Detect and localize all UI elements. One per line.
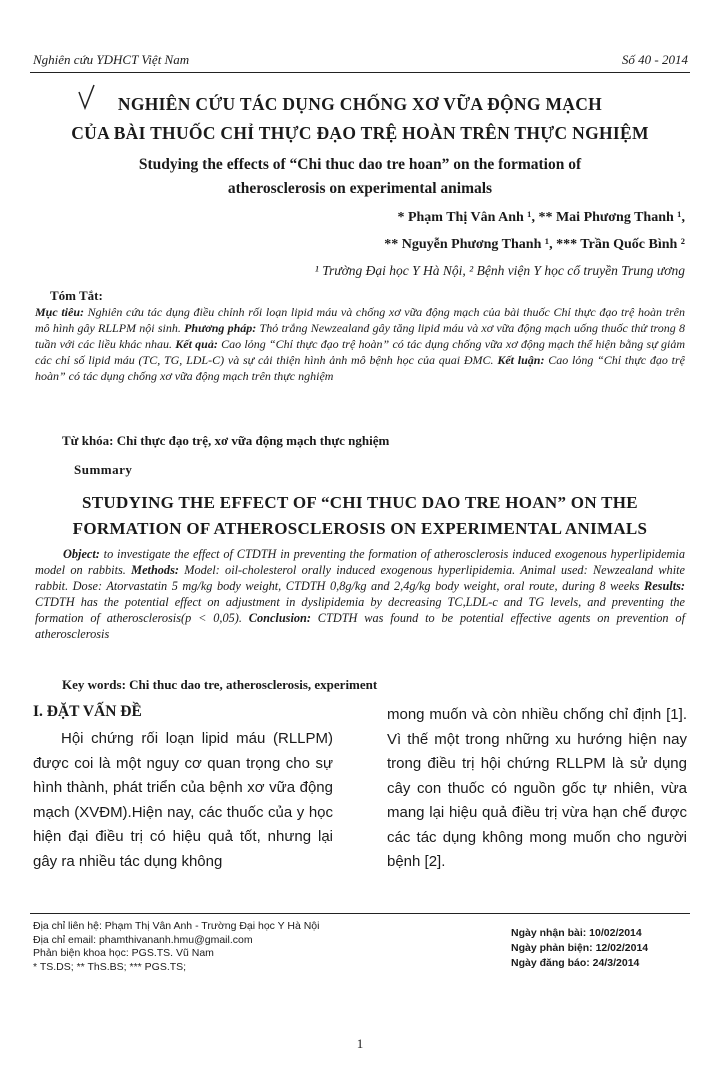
section-heading: I. ĐẶT VẤN ĐỀ — [33, 703, 142, 720]
title-vi-line2: CỦA BÀI THUỐC CHỈ THỰC ĐẠO TRỆ HOÀN TRÊN THỰC NGHIỆM — [71, 123, 649, 143]
authors-line2: ** Nguyễn Phương Thanh ¹, *** Trần Quốc Bình ² — [384, 237, 685, 252]
keywords-vi: Từ khóa: Chỉ thực đạo trệ, xơ vữa động mạch thực nghiệm — [62, 433, 390, 448]
conclusion-label: Kết luận: — [497, 353, 545, 367]
results-en-label: Results: — [644, 579, 685, 593]
object-label: Object: — [63, 547, 100, 561]
footer-email: Địa chỉ email: phamthivananh.hmu@gmail.com — [33, 933, 253, 946]
footer-published: Ngày đăng báo: 24/3/2014 — [511, 957, 640, 969]
header-rule — [30, 72, 690, 73]
footer-rule — [30, 913, 690, 914]
footer-reviewer: Phản biện khoa học: PGS.TS. Vũ Nam — [33, 947, 214, 959]
title-en-line1: Studying the effects of “Chi thuc dao tre hoan” on the formation of — [138, 156, 582, 173]
conclusion-en-label: Conclusion: — [248, 611, 311, 625]
summary-en-title-line2: FORMATION OF ATHEROSCLEROSIS ON EXPERIMENTAL ANIMALS — [72, 519, 648, 538]
footer-received: Ngày nhận bài: 10/02/2014 — [511, 927, 642, 939]
issue-number: Số 40 - 2014 — [621, 52, 688, 67]
methods-en-label: Methods: — [131, 563, 179, 577]
summary-en-title-line1: STUDYING THE EFFECT OF “CHI THUC DAO TRE HOAN” ON THE — [82, 493, 638, 512]
section-col2: mong muốn và còn nhiều chống chỉ định [1]. Vì thế một trong những xu hướng hiện nay trong điều trị hội chứng RLLPM là sử dụng cây con thuốc có nguồn gốc tự nhiên, vừa mang lại hiệu quả điều trị vừa hạn chế được các tác dụng không mong muốn cho người bệnh [2]. — [387, 706, 687, 870]
objective-label: Mục tiêu: — [35, 305, 85, 319]
summary-vi-heading: Tóm Tắt: — [50, 288, 103, 303]
objective-text: Nghiên cứu tác dụng điều chỉnh rối loạn lipid máu và chống xơ vữa động mạch của bài thuốc Chỉ thực đạo trệ hoàn trên mô hình gây RLLPM nội sinh. — [35, 305, 685, 335]
summary-en-body — [35, 546, 685, 642]
section-col1: Hội chứng rối loạn lipid máu (RLLPM) được coi là một nguy cơ quan trọng cho sự hình thành, phát triển của bệnh xơ vữa động mạch (XVĐM).Hiện nay, các thuốc của y học hiện đại điều trị có hiệu quả tốt, nhưng lại gây ra nhiều tác dụng không — [33, 730, 333, 870]
results-label: Kết quả: — [175, 337, 218, 351]
footer-contact: Địa chỉ liên hệ: Phạm Thị Vân Anh - Trường Đại học Y Hà Nội — [33, 920, 320, 932]
conclusion-text: Cao lỏng “Chỉ thực đạo trệ hoàn” có tác dụng chống xơ vữa động mạch trên thực nghiệm — [35, 353, 685, 383]
keywords-en: Key words: Chi thuc dao tre, atherosclerosis, experiment — [62, 677, 378, 692]
methods-label: Phương pháp: — [184, 321, 257, 335]
page-number: 1 — [356, 1036, 364, 1051]
methods-en-text: Model: oil-cholesterol orally induced exogenous hyperlipidemia. Animal used: Newzealand white rabbit. Dose: Atorvastatin 5 mg/kg body weight, CTDTH 0,8g/kg and 2,4g/kg body weight, oral route, during 8 weeks — [35, 563, 685, 593]
summary-vi-body — [35, 304, 685, 384]
summary-en-heading: Summary — [74, 462, 133, 477]
footer-reviewed: Ngày phản biện: 12/02/2014 — [511, 942, 649, 954]
journal-name: Nghiên cứu YDHCT Việt Nam — [33, 52, 190, 67]
title-en-line2: atherosclerosis on experimental animals — [227, 180, 493, 197]
title-vi-line1: NGHIÊN CỨU TÁC DỤNG CHỐNG XƠ VỮA ĐỘNG MẠCH — [117, 94, 603, 114]
footer-left — [33, 920, 473, 974]
authors-line1: * Phạm Thị Vân Anh ¹, ** Mai Phương Thanh ¹, — [397, 210, 685, 225]
object-text: to investigate the effect of CTDTH in preventing the formation of atherosclerosis induced exogenous hyperlipidemia model on rabbits. — [35, 547, 685, 577]
footer-degrees: * TS.DS; ** ThS.BS; *** PGS.TS; — [33, 960, 187, 973]
footer-right — [511, 926, 691, 971]
methods-text: Thỏ trắng Newzealand gây tăng lipid máu và xơ vữa động mạch uống thuốc thử trong 8 tuần với các liều khác nhau. — [35, 321, 686, 351]
results-text: Cao lỏng “Chỉ thực đạo trệ hoàn” có tác dụng chống vữa xơ động mạch thể hiện bằng sự giảm các chỉ số lipid máu (TC, TG, LDL-C) và sự cải thiện hình ảnh mô bệnh học của quai ĐMC. — [35, 337, 685, 367]
conclusion-en-text: CTDTH was found to be potential effective agents on prevention of atherosclerosis — [35, 611, 685, 641]
results-en-text: CTDTH has the potential effect on adjustment in dyslipidemia by decreasing TC,LDL-c and TG levels, and preventing the formation of atherosclerosis(p < 0,05). — [35, 595, 685, 625]
affiliation: ¹ Trường Đại học Y Hà Nội, ² Bệnh viện Y học cổ truyền Trung ương — [314, 263, 685, 278]
